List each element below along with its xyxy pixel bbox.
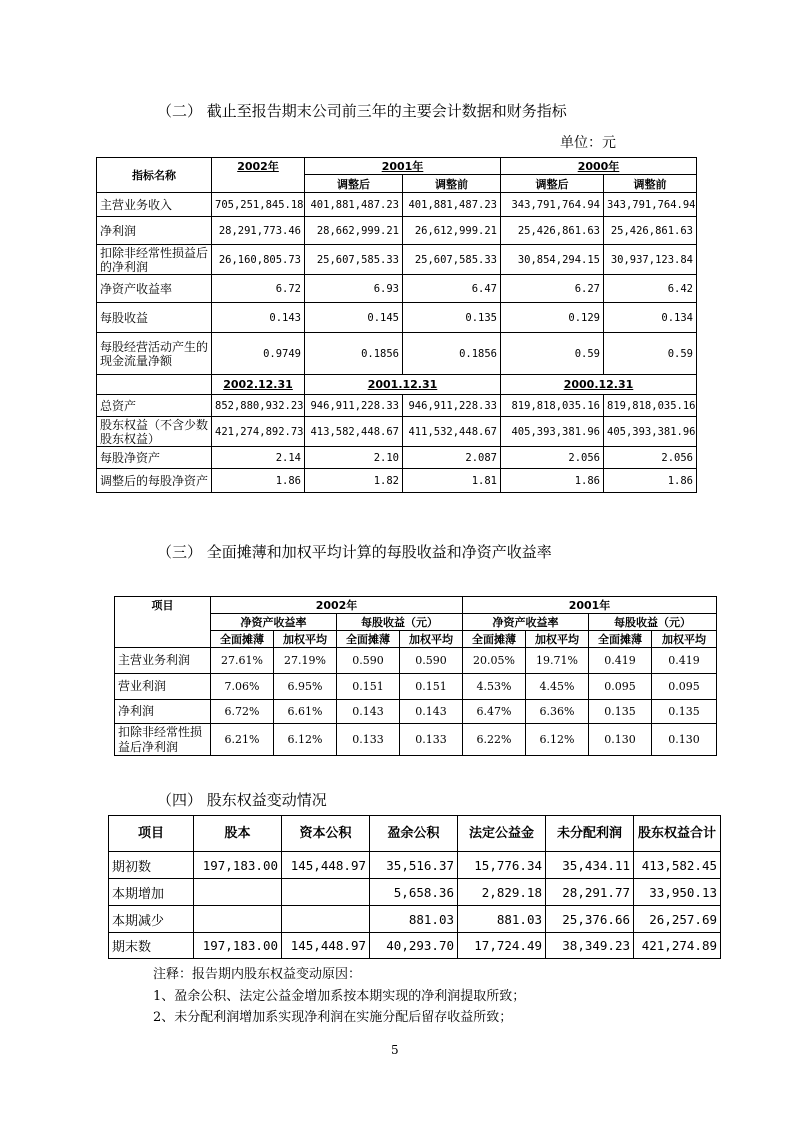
cell: 26,612,999.21 [403, 217, 501, 245]
cell: 25,426,861.63 [501, 217, 604, 245]
cell: 6.61% [274, 700, 337, 724]
cell: 405,393,381.96 [501, 417, 604, 447]
cell: 6.93 [305, 275, 403, 303]
cell: 0.1856 [403, 333, 501, 375]
col-header: 法定公益金 [458, 816, 546, 852]
table-row [115, 700, 717, 724]
date-header: 2001.12.31 [367, 378, 438, 391]
row-label: 营业利润 [115, 674, 211, 700]
col-header-indicator: 指标名称 [97, 158, 212, 193]
cell: 0.59 [501, 333, 604, 375]
equity-changes-table [108, 815, 721, 959]
cell: 38,349.23 [546, 933, 634, 959]
table-row [109, 879, 721, 906]
row-label: 期末数 [109, 933, 194, 959]
cell: 25,607,585.33 [305, 245, 403, 275]
section2-heading: （二） 截止至报告期末公司前三年的主要会计数据和财务指标 [157, 102, 567, 120]
cell: 6.42 [604, 275, 697, 303]
table-row [115, 648, 717, 674]
cell: 197,183.00 [194, 933, 282, 959]
cell: 0.59 [604, 333, 697, 375]
row-label: 扣除非经常性损益后的净利润 [97, 245, 212, 275]
cell: 0.095 [652, 674, 717, 700]
section3-heading: （三） 全面摊薄和加权平均计算的每股收益和净资产收益率 [157, 543, 552, 561]
cell: 6.95% [274, 674, 337, 700]
cell: 0.143 [337, 700, 400, 724]
cell: 27.19% [274, 648, 337, 674]
row-label: 主营业务利润 [115, 648, 211, 674]
cell [194, 906, 282, 933]
cell: 30,854,294.15 [501, 245, 604, 275]
cell [194, 879, 282, 906]
table-row [97, 447, 697, 469]
sub-header-weighted: 加权平均 [652, 631, 717, 648]
cell: 401,881,487.23 [305, 193, 403, 217]
cell: 0.129 [501, 303, 604, 333]
cell: 6.36% [526, 700, 589, 724]
cell: 33,950.13 [634, 879, 721, 906]
cell: 197,183.00 [194, 852, 282, 879]
table-row [115, 674, 717, 700]
row-label: 净资产收益率 [97, 275, 212, 303]
row-label: 净利润 [97, 217, 212, 245]
cell: 0.151 [400, 674, 463, 700]
cell: 35,434.11 [546, 852, 634, 879]
col-header: 股本 [194, 816, 282, 852]
cell: 0.1856 [305, 333, 403, 375]
row-label: 每股收益 [97, 303, 212, 333]
col-header: 盈余公积 [370, 816, 458, 852]
cell: 4.45% [526, 674, 589, 700]
row-label: 本期减少 [109, 906, 194, 933]
cell: 26,257.69 [634, 906, 721, 933]
cell: 0.143 [400, 700, 463, 724]
cell: 27.61% [211, 648, 274, 674]
cell: 946,911,228.33 [403, 395, 501, 417]
cell: 421,274,892.73 [212, 417, 305, 447]
cell: 0.133 [337, 724, 400, 756]
cell: 0.590 [337, 648, 400, 674]
cell: 17,724.49 [458, 933, 546, 959]
cell: 401,881,487.23 [403, 193, 501, 217]
note-line: 注释：报告期内股东权益变动原因： [153, 967, 362, 982]
row-label: 扣除非经常性损益后净利润 [115, 724, 211, 756]
row-label: 净利润 [115, 700, 211, 724]
cell: 1.86 [212, 469, 305, 493]
cell: 5,658.36 [370, 879, 458, 906]
cell [282, 879, 370, 906]
table-row [109, 852, 721, 879]
cell: 0.135 [403, 303, 501, 333]
cell: 0.135 [589, 700, 652, 724]
row-label: 总资产 [97, 395, 212, 417]
table-row [97, 275, 697, 303]
cell: 881.03 [370, 906, 458, 933]
cell: 413,582,448.67 [305, 417, 403, 447]
cell: 35,516.37 [370, 852, 458, 879]
cell: 0.143 [212, 303, 305, 333]
cell: 0.134 [604, 303, 697, 333]
row-label: 每股净资产 [97, 447, 212, 469]
cell: 6.47% [463, 700, 526, 724]
table-row [97, 395, 697, 417]
table-row [109, 933, 721, 959]
cell: 343,791,764.94 [604, 193, 697, 217]
table-row [97, 469, 697, 493]
cell: 343,791,764.94 [501, 193, 604, 217]
year-header: 2001年 [463, 597, 717, 614]
row-label: 主营业务收入 [97, 193, 212, 217]
cell: 6.21% [211, 724, 274, 756]
cell: 0.145 [305, 303, 403, 333]
eps-roe-table [114, 596, 717, 756]
cell: 28,291.77 [546, 879, 634, 906]
cell: 0.130 [589, 724, 652, 756]
cell: 819,818,035.16 [501, 395, 604, 417]
cell: 19.71% [526, 648, 589, 674]
cell: 25,376.66 [546, 906, 634, 933]
col-header-item: 项目 [115, 597, 211, 648]
year-header: 2002年 [211, 597, 463, 614]
cell: 0.9749 [212, 333, 305, 375]
cell: 0.590 [400, 648, 463, 674]
cell: 6.72% [211, 700, 274, 724]
cell: 2.087 [403, 447, 501, 469]
cell: 705,251,845.18 [212, 193, 305, 217]
cell: 4.53% [463, 674, 526, 700]
sub-header-weighted: 加权平均 [274, 631, 337, 648]
cell [282, 906, 370, 933]
cell: 1.86 [501, 469, 604, 493]
sub-header-diluted: 全面摊薄 [589, 631, 652, 648]
sub-header-diluted: 全面摊薄 [463, 631, 526, 648]
cell: 946,911,228.33 [305, 395, 403, 417]
cell: 6.22% [463, 724, 526, 756]
sub-header-before: 调整前 [604, 175, 697, 193]
cell: 2.10 [305, 447, 403, 469]
note-line: 1、盈余公积、法定公益金增加系按本期实现的净利润提取所致； [153, 989, 526, 1004]
group-header-eps: 每股收益（元） [337, 614, 463, 631]
note-line: 2、未分配利润增加系实现净利润在实施分配后留存收益所致； [153, 1010, 513, 1025]
year-header: 2001年 [381, 160, 424, 173]
table-row [97, 303, 697, 333]
row-label: 期初数 [109, 852, 194, 879]
table-row [97, 217, 697, 245]
cell: 28,662,999.21 [305, 217, 403, 245]
page-number: 5 [391, 1043, 399, 1057]
col-header: 项目 [109, 816, 194, 852]
cell: 30,937,123.84 [604, 245, 697, 275]
cell: 2.056 [604, 447, 697, 469]
cell: 6.12% [274, 724, 337, 756]
cell: 881.03 [458, 906, 546, 933]
cell: 405,393,381.96 [604, 417, 697, 447]
cell: 0.151 [337, 674, 400, 700]
cell: 1.82 [305, 469, 403, 493]
table-row [97, 417, 697, 447]
col-header: 未分配利润 [546, 816, 634, 852]
sub-header-diluted: 全面摊薄 [211, 631, 274, 648]
cell: 7.06% [211, 674, 274, 700]
cell: 6.12% [526, 724, 589, 756]
cell: 411,532,448.67 [403, 417, 501, 447]
cell: 819,818,035.16 [604, 395, 697, 417]
row-label: 每股经营活动产生的现金流量净额 [97, 333, 212, 375]
cell: 0.095 [589, 674, 652, 700]
date-header: 2002.12.31 [223, 378, 293, 391]
cell: 421,274.89 [634, 933, 721, 959]
sub-header-diluted: 全面摊薄 [337, 631, 400, 648]
col-header: 资本公积 [282, 816, 370, 852]
row-label: 调整后的每股净资产 [97, 469, 212, 493]
cell: 2.14 [212, 447, 305, 469]
sub-header-weighted: 加权平均 [400, 631, 463, 648]
cell: 0.419 [589, 648, 652, 674]
sub-header-adjusted: 调整后 [501, 175, 604, 193]
cell: 20.05% [463, 648, 526, 674]
cell: 6.72 [212, 275, 305, 303]
unit-label: 单位：元 [560, 135, 616, 151]
cell: 15,776.34 [458, 852, 546, 879]
table-row [97, 193, 697, 217]
cell: 28,291,773.46 [212, 217, 305, 245]
cell: 145,448.97 [282, 933, 370, 959]
table-row [109, 906, 721, 933]
cell: 1.86 [604, 469, 697, 493]
table-row [97, 245, 697, 275]
cell: 26,160,805.73 [212, 245, 305, 275]
sub-header-adjusted: 调整后 [305, 175, 403, 193]
financial-indicators-table [96, 157, 697, 493]
cell: 6.47 [403, 275, 501, 303]
group-header-roe: 净资产收益率 [211, 614, 337, 631]
group-header-roe: 净资产收益率 [463, 614, 589, 631]
cell: 25,426,861.63 [604, 217, 697, 245]
cell: 2.056 [501, 447, 604, 469]
row-label: 本期增加 [109, 879, 194, 906]
cell: 0.133 [400, 724, 463, 756]
row-label: 股东权益（不含少数股东权益） [97, 417, 212, 447]
cell: 0.135 [652, 700, 717, 724]
table-row [115, 724, 717, 756]
cell: 25,607,585.33 [403, 245, 501, 275]
cell: 852,880,932.23 [212, 395, 305, 417]
cell: 40,293.70 [370, 933, 458, 959]
cell: 1.81 [403, 469, 501, 493]
year-header: 2000年 [577, 160, 620, 173]
col-header: 股东权益合计 [634, 816, 721, 852]
cell: 413,582.45 [634, 852, 721, 879]
date-header: 2000.12.31 [563, 378, 634, 391]
cell: 145,448.97 [282, 852, 370, 879]
section4-heading: （四） 股东权益变动情况 [157, 791, 327, 809]
group-header-eps: 每股收益（元） [589, 614, 717, 631]
cell: 0.130 [652, 724, 717, 756]
cell: 6.27 [501, 275, 604, 303]
table-row [97, 333, 697, 375]
cell: 0.419 [652, 648, 717, 674]
sub-header-before: 调整前 [403, 175, 501, 193]
year-header: 2002年 [237, 160, 279, 173]
sub-header-weighted: 加权平均 [526, 631, 589, 648]
cell: 2,829.18 [458, 879, 546, 906]
